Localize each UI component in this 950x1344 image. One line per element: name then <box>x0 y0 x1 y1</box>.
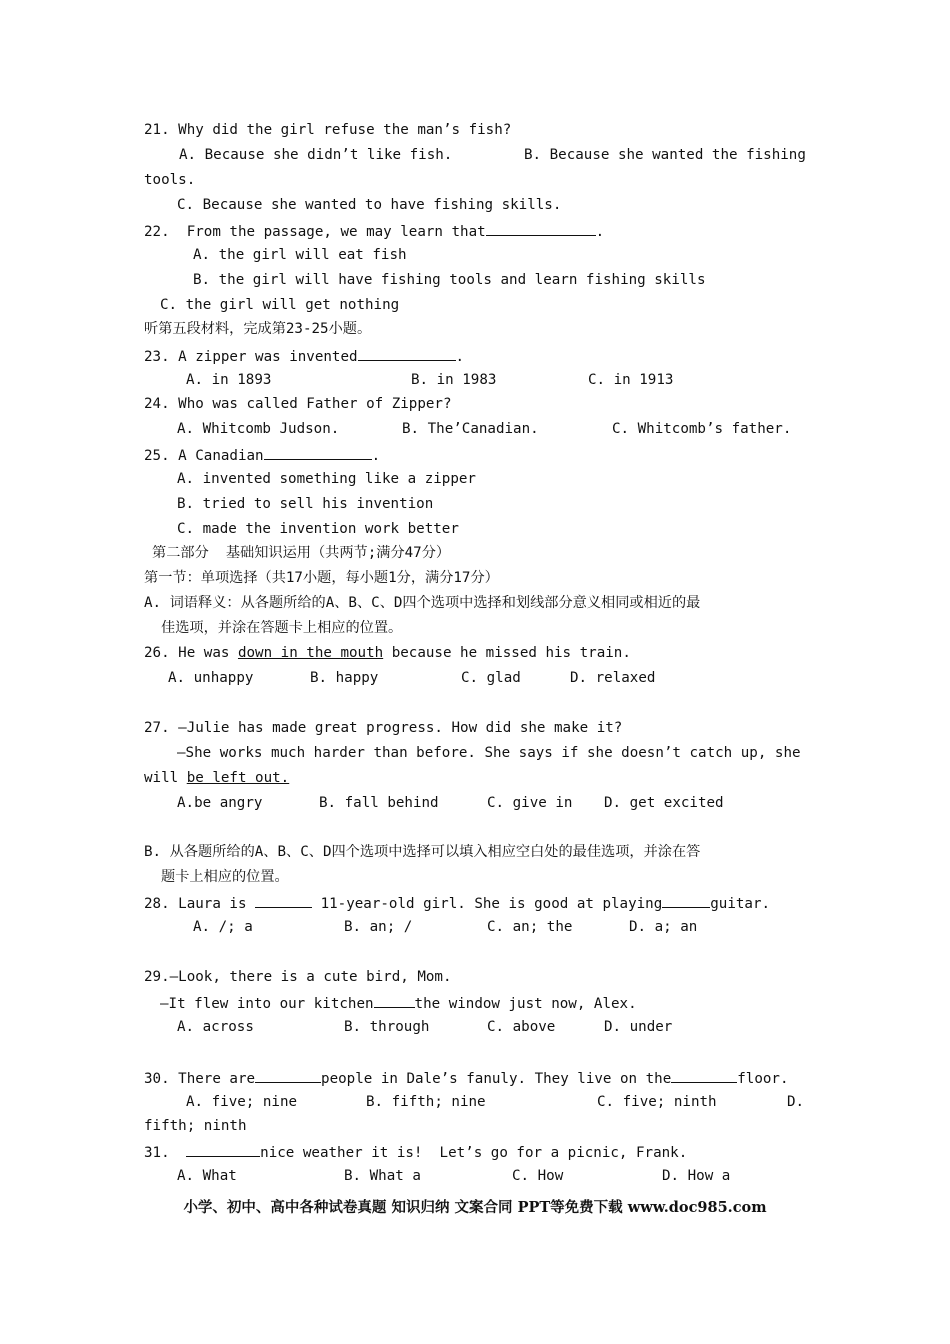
q25-option-a: A. invented something like a zipper <box>177 471 476 487</box>
q29-option-c: C. above <box>487 1019 556 1035</box>
question-21: 21. Why did the girl refuse the man’s fish? <box>144 122 512 138</box>
q26-option-c: C. glad <box>461 670 521 686</box>
q23-option-a: A. in 1893 <box>186 372 272 388</box>
q31-option-c: C. How <box>512 1168 564 1184</box>
answer-blank <box>264 445 372 460</box>
question-23: 23. A zipper was invented . <box>144 346 464 366</box>
question-24: 24. Who was called Father of Zipper? <box>144 396 452 412</box>
q26-option-a: A. unhappy <box>168 670 254 686</box>
question-26: 26. He was down in the mouth because he missed his train. <box>144 645 631 661</box>
q30-option-c: C. five; ninth <box>597 1094 717 1110</box>
q31-option-b: B. What a <box>344 1168 421 1184</box>
q22-option-c: C. the girl will get nothing <box>160 297 400 313</box>
q26-option-b: B. happy <box>310 670 379 686</box>
q28-option-b: B. an; / <box>344 919 413 935</box>
question-22: 22. From the passage, we may learn that . <box>144 221 604 241</box>
q21-option-c: C. Because she wanted to have fishing skills. <box>177 197 562 213</box>
part-b-instructions-cont: 题卡上相应的位置。 <box>161 869 289 885</box>
q27-option-a: A.be angry <box>177 795 263 811</box>
listening-section-5-heading: 听第五段材料，完成第23-25小题。 <box>144 321 372 337</box>
q24-option-b: B. The’Canadian. <box>402 421 539 437</box>
q21-option-a: A. Because she didn’t like fish. <box>179 147 453 163</box>
q29-option-d: D. under <box>604 1019 673 1035</box>
part-b-instructions: B. 从各题所给的A、B、C、D四个选项中选择可以填入相应空白处的最佳选项，并涂在答 <box>144 844 701 860</box>
section-one-heading: 第一节：单项选择（共17小题，每小题1分，满分17分） <box>144 570 499 586</box>
q24-option-c: C. Whitcomb’s father. <box>612 421 792 437</box>
q27-option-c: C. give in <box>487 795 573 811</box>
q22-option-b: B. the girl will have fishing tools and learn fishing skills <box>193 272 706 288</box>
question-27: 27. —Julie has made great progress. How did she make it? <box>144 720 623 736</box>
question-30: 30. There are people in Dale’s fanuly. They live on the floor. <box>144 1068 789 1088</box>
answer-blank <box>662 893 710 908</box>
page-footer: 小学、初中、高中各种试卷真题 知识归纳 文案合同 PPT等免费下载 www.doc985.com <box>183 1199 767 1216</box>
q29-option-a: A. across <box>177 1019 254 1035</box>
q27-dialogue-cont: will be left out. <box>144 770 290 786</box>
question-25: 25. A Canadian . <box>144 445 380 465</box>
answer-blank <box>186 1142 260 1157</box>
q28-option-a: A. /; a <box>193 919 253 935</box>
q28-option-c: C. an; the <box>487 919 573 935</box>
q25-option-c: C. made the invention work better <box>177 521 459 537</box>
q30-option-d: fifth; ninth <box>144 1118 247 1134</box>
q27-option-d: D. get excited <box>604 795 724 811</box>
q21-option-b: B. Because she wanted the fishing <box>524 147 806 163</box>
underlined-phrase: be left out. <box>186 770 290 786</box>
answer-blank <box>255 893 312 908</box>
question-28: 28. Laura is 11-year-old girl. She is good at playing guitar. <box>144 893 770 913</box>
q30-option-d-label: D. <box>787 1094 805 1110</box>
q28-option-d: D. a; an <box>629 919 698 935</box>
q24-option-a: A. Whitcomb Judson. <box>177 421 340 437</box>
question-29: 29.—Look, there is a cute bird, Mom. <box>144 969 452 985</box>
q25-option-b: B. tried to sell his invention <box>177 496 434 512</box>
q31-option-a: A. What <box>177 1168 237 1184</box>
q29-dialogue-line: —It flew into our kitchen the window just now, Alex. <box>160 993 637 1013</box>
q26-option-d: D. relaxed <box>570 670 656 686</box>
q22-option-a: A. the girl will eat fish <box>193 247 407 263</box>
q21-option-b-cont: tools. <box>144 172 196 188</box>
q23-option-b: B. in 1983 <box>411 372 497 388</box>
answer-blank <box>374 993 415 1008</box>
q29-option-b: B. through <box>344 1019 430 1035</box>
answer-blank <box>486 221 596 236</box>
q31-option-d: D. How a <box>662 1168 731 1184</box>
answer-blank <box>358 346 456 361</box>
q27-dialogue-line: —She works much harder than before. She says if she doesn’t catch up, she <box>177 745 801 761</box>
question-31: 31. nice weather it is! Let’s go for a picnic, Frank. <box>144 1142 687 1162</box>
q27-option-b: B. fall behind <box>319 795 439 811</box>
q30-option-a: A. five; nine <box>186 1094 298 1110</box>
underlined-phrase: down in the mouth <box>237 645 384 661</box>
q23-option-c: C. in 1913 <box>588 372 674 388</box>
answer-blank <box>671 1068 737 1083</box>
part-a-instructions-cont: 佳选项，并涂在答题卡上相应的位置。 <box>161 620 403 636</box>
q30-option-b: B. fifth; nine <box>366 1094 486 1110</box>
part-two-heading: 第二部分 基础知识运用（共两节;满分47分） <box>152 545 451 561</box>
part-a-instructions: A. 词语释义：从各题所给的A、B、C、D四个选项中选择和划线部分意义相同或相近的最 <box>144 595 701 611</box>
answer-blank <box>255 1068 321 1083</box>
